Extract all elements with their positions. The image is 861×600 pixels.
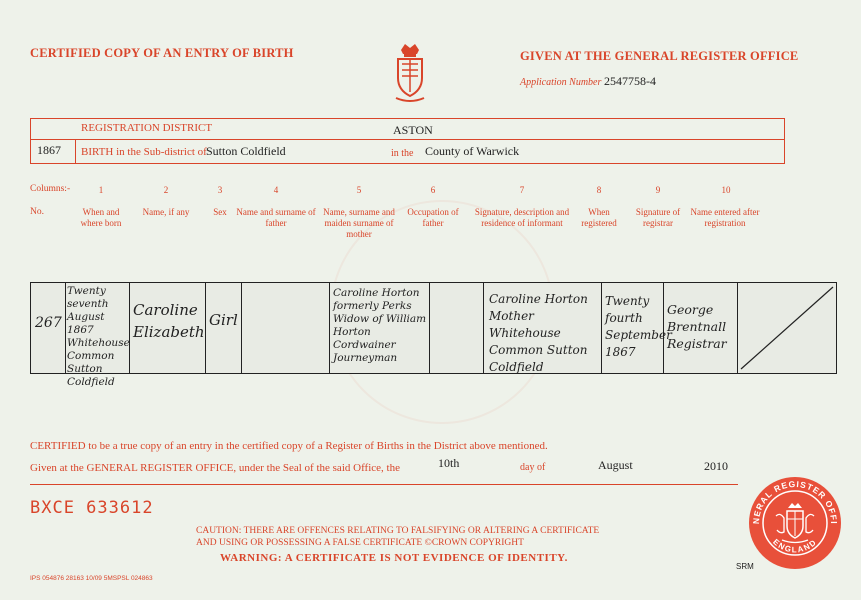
certificate-title: CERTIFIED COPY OF AN ENTRY OF BIRTH — [30, 46, 294, 60]
issuing-office-title: GIVEN AT THE GENERAL REGISTER OFFICE — [520, 49, 799, 63]
certification-day: 10th — [438, 456, 460, 470]
in-the-label: in the — [391, 148, 414, 159]
col-8-number: 8 — [596, 185, 602, 195]
district-value: ASTON — [393, 123, 433, 137]
identity-warning: WARNING: A CERTIFICATE IS NOT EVIDENCE OF IDENTITY. — [220, 552, 568, 564]
subdistrict-value: Sutton Coldfield — [206, 144, 286, 158]
col-2-number: 2 — [163, 185, 169, 195]
application-number: 2547758-4 — [604, 74, 656, 88]
col-6-number: 6 — [430, 185, 436, 195]
columns-label: Columns:- — [30, 184, 71, 194]
certification-year: 2010 — [704, 459, 728, 473]
entry-informant: Caroline Horton Mother Whitehouse Common Sutton Coldfield — [489, 292, 588, 374]
col-9-label: Signature of registrar — [635, 207, 681, 228]
entry-registrar: George Brentnall Registrar — [667, 302, 727, 351]
application-number-label: Application Number — [520, 77, 602, 88]
certification-month: August — [598, 458, 633, 472]
seal-top-text: NERAL REGISTER OFFI — [750, 478, 840, 525]
col-4-number: 4 — [273, 185, 279, 195]
entry-when-where: Twenty seventh August 1867 Whitehouse Common Sutton Coldfield — [67, 285, 130, 388]
no-label: No. — [30, 207, 44, 217]
birth-entry-row — [30, 282, 837, 388]
subdistrict-label: BIRTH in the Sub-district of — [81, 146, 207, 158]
entry-sex: Girl — [209, 311, 238, 329]
col-1-label: When and where born — [80, 207, 122, 228]
col-10-label: Name entered after registration — [690, 207, 760, 228]
entry-name: Caroline Elizabeth — [133, 301, 205, 341]
col-10-number: 10 — [721, 185, 731, 195]
day-of-label: day of — [520, 462, 546, 473]
certificate-serial-number: BXCE 633612 — [30, 498, 154, 518]
registration-year: 1867 — [37, 143, 61, 157]
general-register-office-seal — [748, 476, 842, 570]
col-2-label: Name, if any — [142, 207, 190, 217]
district-label: REGISTRATION DISTRICT — [81, 122, 213, 134]
col-5-label: Name, surname and maiden surname of mother — [323, 207, 395, 239]
print-code: IPS 054876 28163 10/09 5MSPSL 024863 — [30, 575, 153, 582]
seal-bottom-text: ENGLAND — [771, 537, 819, 555]
certification-line-1: CERTIFIED to be a true copy of an entry in the certified copy of a Register of Births in the District above mentioned. — [30, 440, 548, 452]
certification-divider — [30, 484, 738, 485]
county-value: County of Warwick — [425, 144, 520, 158]
entry-mother: Caroline Horton formerly Perks Widow of William Horton Cordwainer Journeyman — [333, 287, 427, 364]
col-4-label: Name and surname of father — [236, 207, 316, 228]
col-6-label: Occupation of father — [407, 207, 459, 228]
certification-line-2: Given at the GENERAL REGISTER OFFICE, under the Seal of the said Office, the — [30, 462, 400, 474]
col-3-number: 3 — [217, 185, 223, 195]
royal-crest-icon — [393, 40, 427, 106]
col-1-number: 1 — [98, 185, 104, 195]
entry-number: 267 — [35, 315, 62, 331]
col-7-label: Signature, description and residence of informant — [474, 207, 570, 228]
registration-district-box — [30, 118, 785, 164]
srm-mark: SRM — [736, 562, 754, 571]
caution-line-1: CAUTION: THERE ARE OFFENCES RELATING TO FALSIFYING OR ALTERING A CERTIFICATE — [196, 526, 600, 536]
col-5-number: 5 — [356, 185, 362, 195]
col-9-number: 9 — [655, 185, 661, 195]
caution-line-2: AND USING OR POSSESSING A FALSE CERTIFICATE ©CROWN COPYRIGHT — [196, 538, 524, 548]
col-7-number: 7 — [519, 185, 525, 195]
entry-when-registered: Twenty fourth September 1867 — [605, 294, 672, 359]
col-8-label: When registered — [581, 207, 617, 228]
col-3-label: Sex — [213, 207, 227, 217]
strike-through-line — [739, 285, 835, 371]
